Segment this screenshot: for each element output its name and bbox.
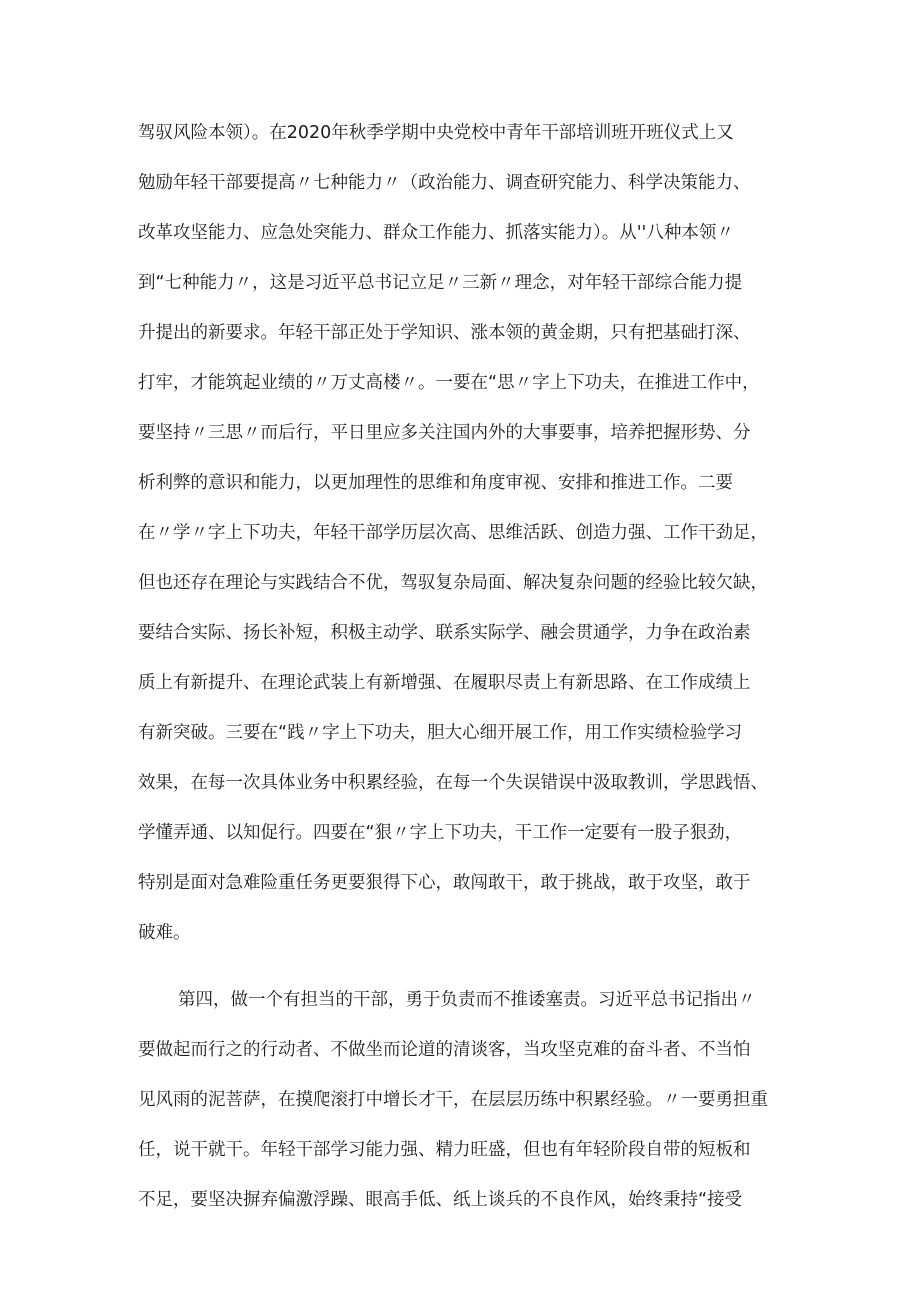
paragraph-line: 驾驭风险本领）。在2020年秋季学期中央党校中青年干部培训班开班仪式上又 (138, 123, 734, 143)
paragraph-line: 学懂弄通、以知促行。四要在“狠〃字上下功夫，干工作一定要有一股子狠劲， (138, 823, 743, 843)
paragraph-line: 到“七种能力〃，这是习近平总书记立足〃三新〃理念，对年轻干部综合能力提 (138, 273, 743, 293)
paragraph-line: 要坚持〃三思〃而后行，平日里应多关注国内外的大事要事，培养把握形势、分 (138, 423, 751, 443)
paragraph-line: 破难。 (138, 923, 191, 943)
paragraph-heading-line: 第四，做一个有担当的干部，勇于负责而不推诿塞责。习近平总书记指出〃 (178, 990, 756, 1010)
paragraph-line: 见风雨的泥菩萨，在摸爬滚打中增长才干，在层层历练中积累经验。〃一要勇担重 (138, 1090, 768, 1110)
paragraph-line: 要做起而行之的行动者、不做坐而论道的清谈客，当攻坚克难的奋斗者、不当怕 (138, 1040, 751, 1060)
paragraph-line: 有新突破。三要在“践〃字上下功夫，胆大心细开展工作，用工作实绩检验学习 (138, 723, 743, 743)
paragraph-line: 析利弊的意识和能力，以更加理性的思维和角度审视、安排和推进工作。二要 (138, 473, 733, 493)
paragraph-line: 改革攻坚能力、应急处突能力、群众工作能力、抓落实能力）。从''八种本领〃 (138, 223, 734, 243)
paragraph-line: 效果，在每一次具体业务中积累经验，在每一个失误错误中汲取教训，学思践悟、 (138, 773, 768, 793)
paragraph-line: 升提出的新要求。年轻干部正处于学知识、涨本领的黄金期，只有把基础打深、 (138, 323, 751, 343)
paragraph-line: 特别是面对急难险重任务更要狠得下心，敢闯敢干，敢于挑战，敢于攻坚，敢于 (138, 873, 751, 893)
paragraph-line: 要结合实际、扬长补短，积极主动学、联系实际学、融会贯通学，力争在政治素 (138, 623, 751, 643)
paragraph-line: 质上有新提升、在理论武装上有新增强、在履职尽责上有新思路、在工作成绩上 (138, 673, 751, 693)
paragraph-line: 打牢，才能筑起业绩的〃万丈高楼〃。一要在“思〃字上下功夫，在推进工作中， (138, 373, 760, 393)
paragraph-line: 不足，要坚决摒弃偏激浮躁、眼高手低、纸上谈兵的不良作风，始终秉持“接受 (138, 1190, 743, 1210)
paragraph-line: 但也还存在理论与实践结合不优，驾驭复杂局面、解决复杂问题的经验比较欠缺， (138, 573, 768, 593)
paragraph-line: 在〃学〃字上下功夫，年轻干部学历层次高、思维活跃、创造力强、工作干劲足， (138, 523, 768, 543)
paragraph-line: 任，说干就干。年轻干部学习能力强、精力旺盛，但也有年轻阶段自带的短板和 (138, 1140, 751, 1160)
paragraph-line: 勉励年轻干部要提高〃七种能力〃（政治能力、调查研究能力、科学决策能力、 (138, 173, 751, 193)
